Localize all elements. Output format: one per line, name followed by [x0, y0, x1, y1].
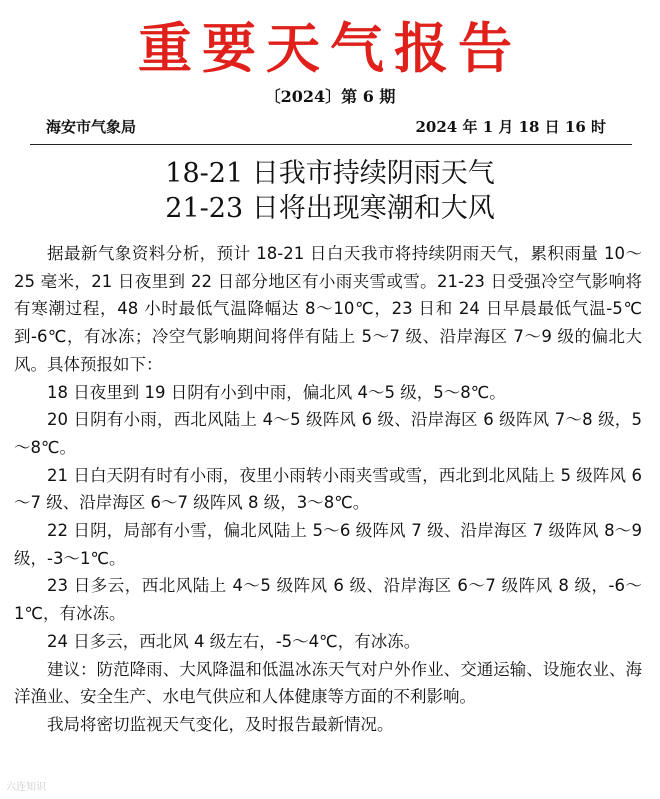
- paragraph-forecast-23: 23 日多云，西北风陆上 4～5 级阵风 6 级、沿岸海区 6～7 级阵风 8 级，-6～1℃，有冰冻。: [14, 576, 642, 624]
- report-masthead: 重要天气报告: [138, 16, 522, 80]
- headline-line-2: 21-23 日将出现寒潮和大风: [165, 193, 495, 224]
- issue-number: 〔2024〕第 6 期: [264, 87, 396, 106]
- headline-line-1: 18-21 日我市持续阴雨天气: [165, 158, 495, 189]
- paragraph-forecast-18: 18 日夜里到 19 日阴有小到中雨，偏北风 4～5 级，5～8℃。: [47, 382, 506, 402]
- issuer-name: 海安市气象局: [46, 118, 137, 136]
- issuer-row: [46, 116, 606, 140]
- paragraph-forecast-21: 21 日白天阴有时有小雨，夜里小雨转小雨夹雪或雪，西北到北风陆上 5 级阵风 6～7 级、沿岸海区 6～7 级阵风 8 级，3～8℃。: [14, 465, 642, 513]
- paragraph-forecast-20: 20 日阴有小雨，西北风陆上 4～5 级阵风 6 级、沿岸海区 6 级阵风 7～8 级，5～8℃。: [14, 410, 642, 457]
- header-divider: [30, 144, 632, 145]
- paragraph-advice: 建议：防范降雨、大风降温和低温冰冻天气对户外作业、交通运输、设施农业、海洋渔业、安全生产、水电气供应和人体健康等方面的不利影响。: [14, 659, 642, 707]
- paragraph-summary: 据最新气象资料分析，预计 18-21 日白天我市将持续阴雨天气，累积雨量 10～25 毫米，21 日夜里到 22 日部分地区有小雨夹雪或雪。21-23 日受强冷空气影响将有寒潮过程，48 小时最低气温降幅达 8～10℃，23 日和 24 日早晨最低气温-5℃到-6℃，有冰冻；冷空气影响期间将伴有陆上 5～7 级、沿岸海区 7～9 级的偏北大风。具体预报如下：: [14, 244, 642, 374]
- issue-time: 2024 年 1 月 18 日 16 时: [415, 118, 606, 136]
- report-body: [14, 240, 642, 739]
- headline: [0, 156, 660, 226]
- paragraph-closing: 我局将密切监视天气变化，及时报告最新情况。: [47, 714, 394, 734]
- paragraph-forecast-22: 22 日阴，局部有小雪，偏北风陆上 5～6 级阵风 7 级、沿岸海区 7 级阵风 8～9 级，-3～1℃。: [14, 521, 642, 568]
- paragraph-forecast-24: 24 日多云，西北风 4 级左右，-5～4℃，有冰冻。: [47, 631, 421, 651]
- source-watermark: 六连知识: [6, 782, 46, 793]
